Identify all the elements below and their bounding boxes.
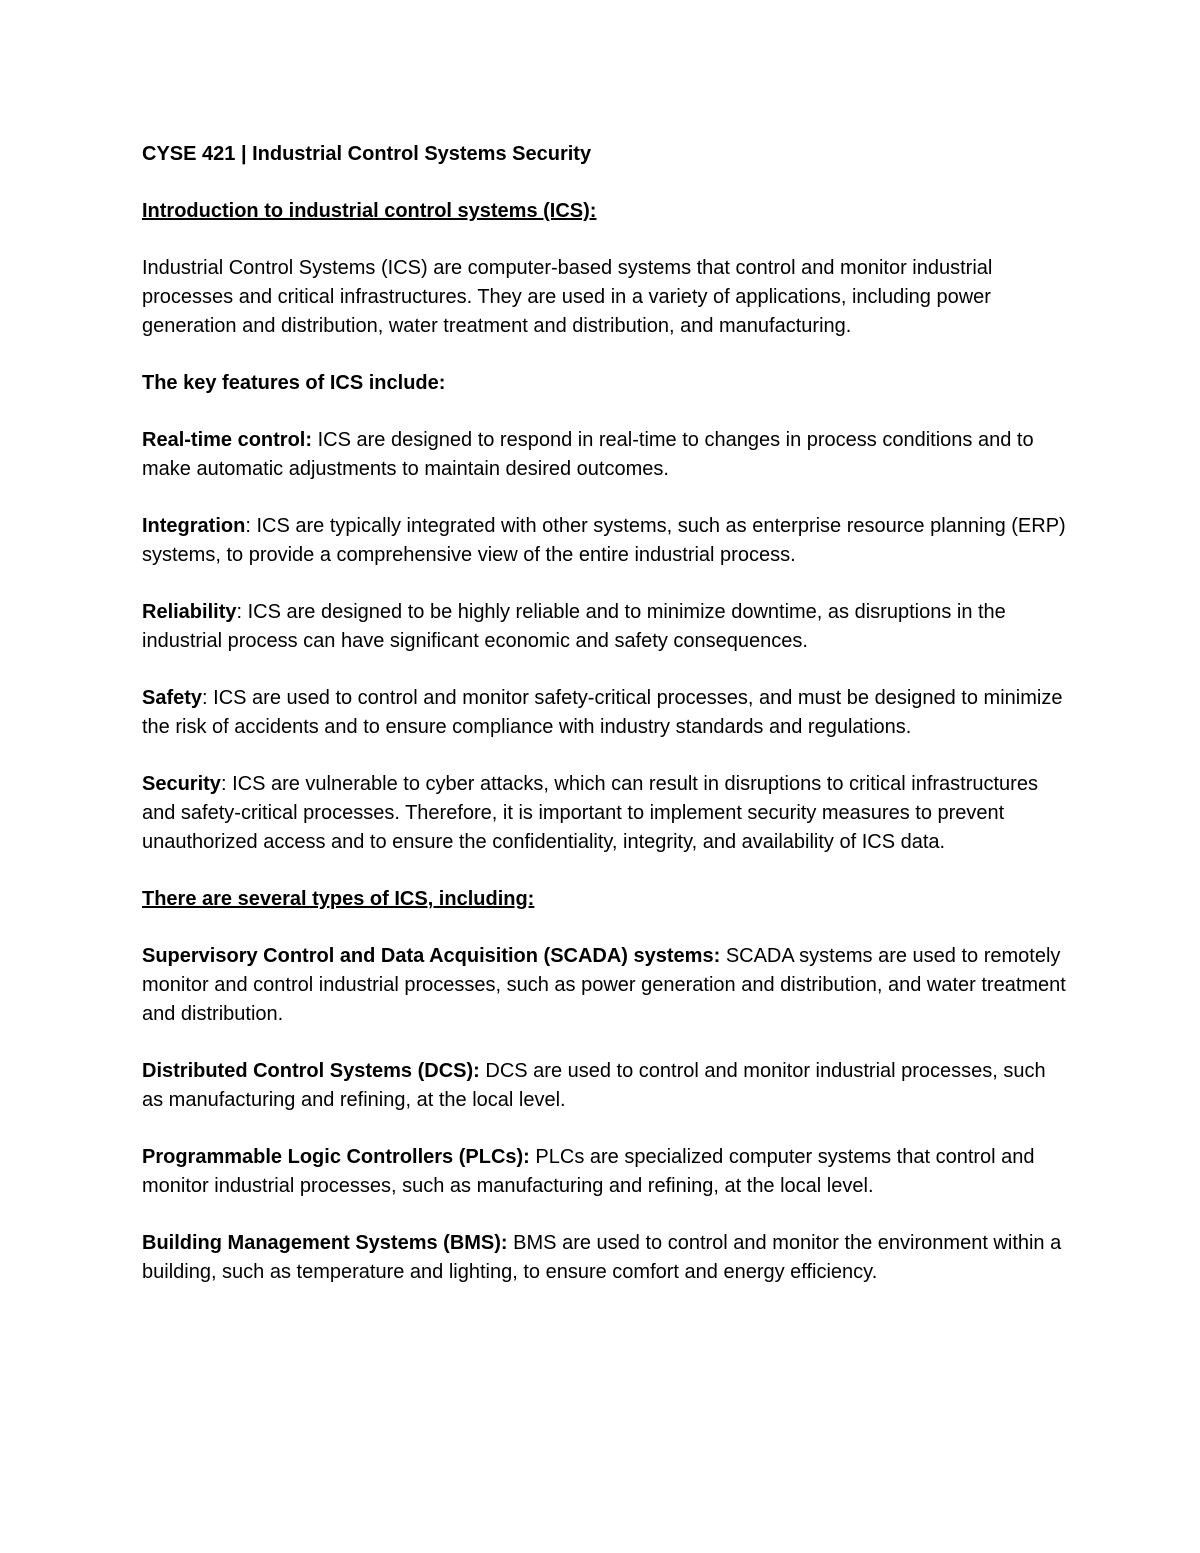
type-term: Programmable Logic Controllers (PLCs): [142,1146,530,1168]
feature-text: ICS are vulnerable to cyber attacks, which can result in disruptions to critical infrastructures and safety-critical processes. Therefore, it is important to implement security measures to prevent unauthorized access and to ensure the confidentiality, integrity, and availability of ICS data. [142,773,1038,853]
feature-item-reliability: Reliability: ICS are designed to be highly reliable and to minimize downtime, as disruptions in the industrial process can have significant economic and safety consequences. [142,601,1006,652]
feature-term: Safety [142,687,203,709]
feature-text: ICS are designed to respond in real-time to changes in process conditions and to make automatic adjustments to maintain desired outcomes. [142,429,1034,480]
feature-text: ICS are designed to be highly reliable and to minimize downtime, as disruptions in the industrial process can have significant economic and safety consequences. [142,601,1006,652]
features-heading: The key features of ICS include: [142,372,446,394]
feature-item-integration: Integration: ICS are typically integrated with other systems, such as enterprise resource planning (ERP) systems, to provide a comprehensive view of the entire industrial process. [142,515,1066,566]
type-text: PLCs are specialized computer systems that control and monitor industrial processes, such as manufacturing and refining, at the local level. [142,1146,1035,1197]
feature-term: Integration [142,515,246,537]
feature-term: Reliability [142,601,237,623]
intro-heading: Introduction to industrial control systems (ICS): [142,200,597,222]
type-item-plc [142,1143,1072,1201]
document-page [142,140,1072,1315]
type-text: SCADA systems are used to remotely monitor and control industrial processes, such as power generation and distribution, and water treatment and distribution. [142,945,1066,1025]
type-item-scada [142,942,1072,1029]
document-title: CYSE 421 | Industrial Control Systems Security [142,143,592,165]
feature-item-realtime [142,426,1072,484]
type-term: Supervisory Control and Data Acquisition (SCADA) systems: [142,945,721,967]
type-term: Distributed Control Systems (DCS): [142,1060,480,1082]
feature-term: Real-time control: [142,429,313,451]
feature-text: ICS are used to control and monitor safety-critical processes, and must be designed to minimize the risk of accidents and to ensure compliance with industry standards and regulations. [142,687,1063,738]
type-term: Building Management Systems (BMS): [142,1232,508,1254]
feature-text: ICS are typically integrated with other systems, such as enterprise resource planning (ERP) systems, to provide a comprehensive view of the entire industrial process. [142,515,1066,566]
feature-item-security: Security: ICS are vulnerable to cyber attacks, which can result in disruptions to critical infrastructures and safety-critical processes. Therefore, it is important to implement security measures to prevent unauthorized access and to ensure the confidentiality, integrity, and availability of ICS data. [142,773,1038,853]
feature-item-safety: Safety: ICS are used to control and monitor safety-critical processes, and must be designed to minimize the risk of accidents and to ensure compliance with industry standards and regulations. [142,687,1063,738]
types-heading: There are several types of ICS, including: [142,888,535,910]
intro-paragraph: Industrial Control Systems (ICS) are computer-based systems that control and monitor industrial processes and critical infrastructures. They are used in a variety of applications, including power generation and distribution, water treatment and distribution, and manufacturing. [142,257,993,337]
feature-term: Security [142,773,221,795]
type-text: DCS are used to control and monitor industrial processes, such as manufacturing and refining, at the local level. [142,1060,1046,1111]
type-item-bms [142,1229,1072,1287]
type-item-dcs [142,1057,1072,1115]
type-text: BMS are used to control and monitor the environment within a building, such as temperature and lighting, to ensure comfort and energy efficiency. [142,1232,1062,1283]
